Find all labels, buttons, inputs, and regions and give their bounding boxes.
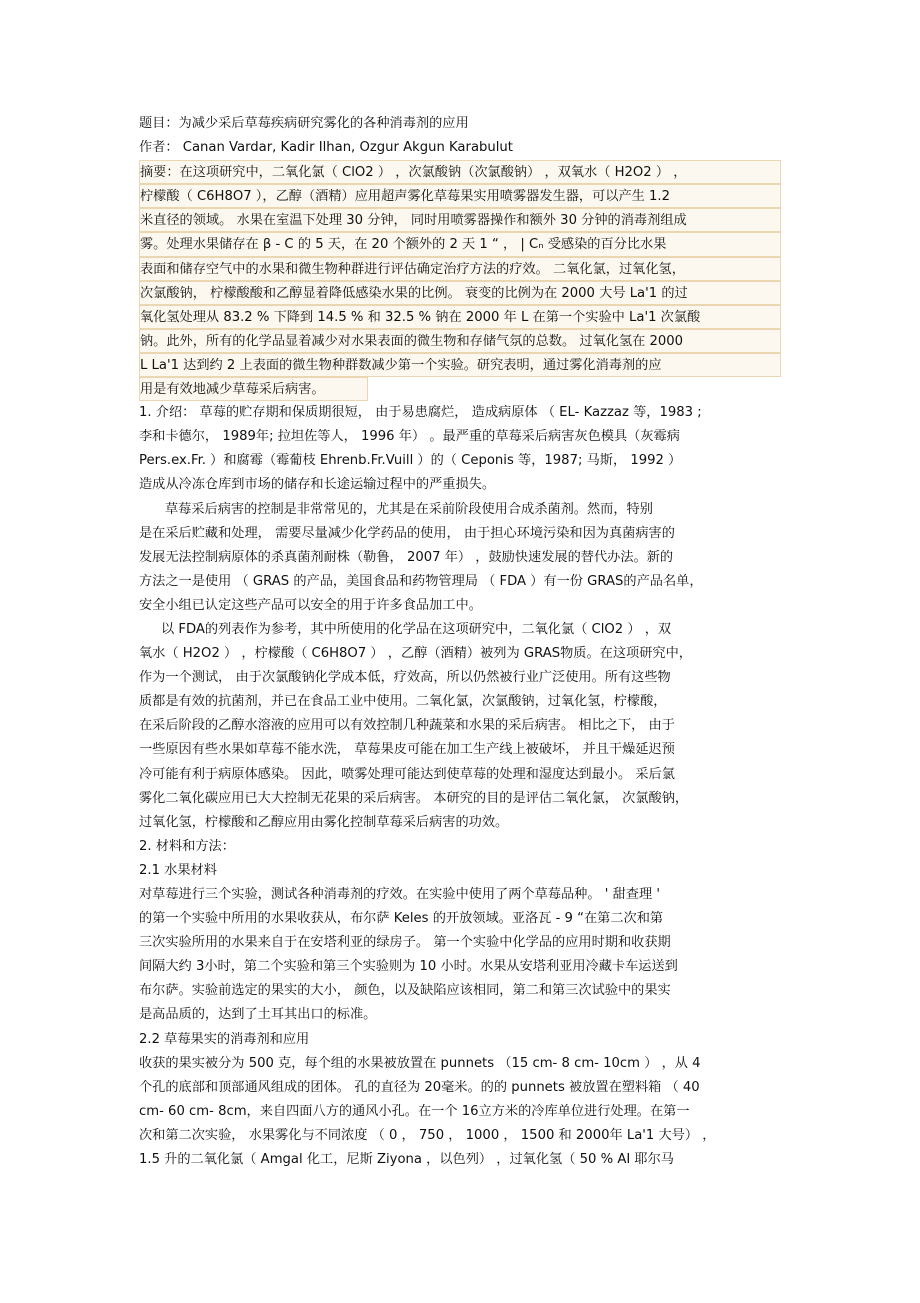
document-text-line: 方法之一是使用 （ GRAS 的产品，美国食品和药物管理局 （ FDA ）有一份 GRAS的产品名单， (139, 573, 703, 589)
document-text-line: 李和卡德尔， 1989年; 拉坦佐等人， 1996 年） 。最严重的草莓采后病害灰色模具（灰霉病 (139, 429, 680, 445)
document-text-line: 三次实验所用的水果来自于在安塔利亚的绿房子。 第一个实验中化学品的应用时期和收获期 (139, 935, 671, 951)
document-text-line: 2.2 草莓果实的消毒剂和应用 (139, 1031, 310, 1047)
abstract-text-line: 雾。处理水果储存在 β - C 的 5 天，在 20 个额外的 2 天 1 “ ， | Cₙ 受感染的百分比水果 (139, 232, 781, 256)
document-text-line: 作为一个测试， 由于次氯酸钠化学成本低，疗效高，所以仍然被行业广泛使用。所有这些物 (139, 670, 671, 686)
document-text-line: 是高品质的，达到了土耳其出口的标准。 (139, 1007, 377, 1023)
document-text-line: 2.1 水果材料 (139, 862, 217, 878)
document-text-line: 质都是有效的抗菌剂，并已在食品工业中使用。二氧化氯，次氯酸钠，过氧化氢，柠檬酸， (139, 694, 667, 710)
document-text-line: 的第一个实验中所用的水果收获从，布尔萨 Keles 的开放领域。亚洛瓦 - 9 “在第二次和第 (139, 911, 664, 927)
abstract-text-line: 次氯酸钠， 柠檬酸酸和乙醇显着降低感染水果的比例。 衰变的比例为在 2000 大号 La'1 的过 (139, 281, 781, 305)
abstract-text-line: 钠。此外，所有的化学品显着减少对水果表面的微生物和存储气氛的总数。 过氧化氢在 2000 (139, 329, 781, 353)
document-body (139, 112, 781, 1172)
abstract-text-line: 柠檬酸（ C6H8O7 ），乙醇（酒精）应用超声雾化草莓果实用喷雾器发生器，可以产生 1.2 (139, 184, 781, 208)
document-text-line: 草莓采后病害的控制是非常常见的，尤其是在采前阶段使用合成杀菌剂。然而，特别 (165, 501, 653, 517)
abstract-text-line: 用是有效地减少草莓采后病害。 (139, 377, 368, 401)
document-text-line: 是在采后贮藏和处理， 需要尽量减少化学药品的使用， 由于担心环境污染和因为真菌病害的 (139, 525, 675, 541)
document-text-line: 题目：为减少采后草莓疾病研究雾化的各种消毒剂的应用 (139, 116, 469, 131)
document-text-line: 个孔的底部和顶部通风组成的团体。 孔的直径为 20毫米。的的 punnets 被放置在塑料箱 （ 40 (139, 1079, 700, 1095)
document-text-line: 1.5 升的二氧化氯（ Amgal 化工，尼斯 Ziyona ，以色列） ，过氧化氢（ 50 % AI 耶尔马 (139, 1152, 674, 1168)
document-text-line: 作者： Canan Vardar, Kadir Ilhan, Ozgur Akgun Karabulut (139, 140, 513, 156)
document-text-line: 过氧化氢，柠檬酸和乙醇应用由雾化控制草莓采后病害的功效。 (139, 814, 509, 830)
document-text-line: 造成从冷冻仓库到市场的储存和长途运输过程中的严重损失。 (139, 477, 496, 493)
document-text-line: 冷可能有利于病原体感染。 因此，喷雾处理可能达到使草莓的处理和湿度达到最小。 采后氯 (139, 766, 675, 782)
document-text-line: 间隔大约 3小时，第二个实验和第三个实验则为 10 小时。水果从安塔利亚用冷藏卡车运送到 (139, 959, 678, 975)
document-text-line: 氧水（ H2O2 ） ，柠檬酸（ C6H8O7 ） ，乙醇（酒精）被列为 GRAS物质。在这项研究中， (139, 646, 692, 662)
abstract-text-line: 表面和储存空气中的水果和微生物种群进行评估确定治疗方法的疗效。 二氧化氯，过氧化氢， (139, 257, 781, 281)
document-text-line: Pers.ex.Fr. ）和腐霉（霉葡枝 Ehrenb.Fr.Vuill ）的（ Ceponis 等，1987; 马斯， 1992 ） (139, 453, 682, 469)
document-text-line: 以 FDA的列表作为参考，其中所使用的化学品在这项研究中，二氧化氯（ ClO2 ） ，双 (161, 621, 672, 637)
abstract-text-line: 摘要：在这项研究中，二氧化氯（ ClO2 ） ，次氯酸钠（次氯酸钠） ，双氧水（ H2O2 ） ， (139, 160, 781, 184)
document-text-line: 1. 介绍： 草莓的贮存期和保质期很短， 由于易患腐烂， 造成病原体 （ EL- Kazzaz 等，1983 ; (139, 405, 702, 421)
document-text-line: 2. 材料和方法： (139, 838, 235, 854)
document-text-line: 发展无法控制病原体的杀真菌剂耐株（勒鲁， 2007 年） ，鼓励快速发展的替代办法。新的 (139, 549, 674, 565)
document-text-line: 收获的果实被分为 500 克，每个组的水果被放置在 punnets （15 cm- 8 cm- 10cm ） ，从 4 (139, 1055, 701, 1071)
document-text-line: 次和第二次实验， 水果雾化与不同浓度 （ 0 ， 750 ， 1000 ， 1500 和 2000年 La'1 大号） ， (139, 1127, 716, 1143)
document-text-line: 一些原因有些水果如草莓不能水洗， 草莓果皮可能在加工生产线上被破坏， 并且干燥延迟预 (139, 742, 675, 758)
document-text-line: 在采后阶段的乙醇水溶液的应用可以有效控制几种蔬菜和水果的采后病害。 相比之下， 由于 (139, 718, 675, 734)
abstract-text-line: 氧化氢处理从 83.2 % 下降到 14.5 % 和 32.5 % 钠在 2000 年 L 在第一个实验中 La'1 次氯酸 (139, 305, 781, 329)
document-text-line: 对草莓进行三个实验，测试各种消毒剂的疗效。在实验中使用了两个草莓品种。 ' 甜查理 ' (139, 887, 660, 902)
document-text-line: 雾化二氧化碳应用已大大控制无花果的采后病害。 本研究的目的是评估二氧化氯， 次氯酸钠， (139, 790, 689, 806)
document-text-line: cm- 60 cm- 8cm，来自四面八方的通风小孔。在一个 16立方米的冷库单位进行处理。在第一 (139, 1103, 690, 1119)
abstract-text-line: L La'1 达到约 2 上表面的微生物种群数减少第一个实验。研究表明，通过雾化消毒剂的应 (139, 353, 781, 377)
abstract-text-line: 米直径的领域。 水果在室温下处理 30 分钟， 同时用喷雾器操作和额外 30 分钟的消毒剂组成 (139, 208, 781, 232)
document-text-line: 布尔萨。实验前选定的果实的大小， 颜色，以及缺陷应该相同，第二和第三次试验中的果实 (139, 983, 671, 999)
document-text-line: 安全小组已认定这些产品可以安全的用于许多食品加工中。 (139, 597, 482, 613)
